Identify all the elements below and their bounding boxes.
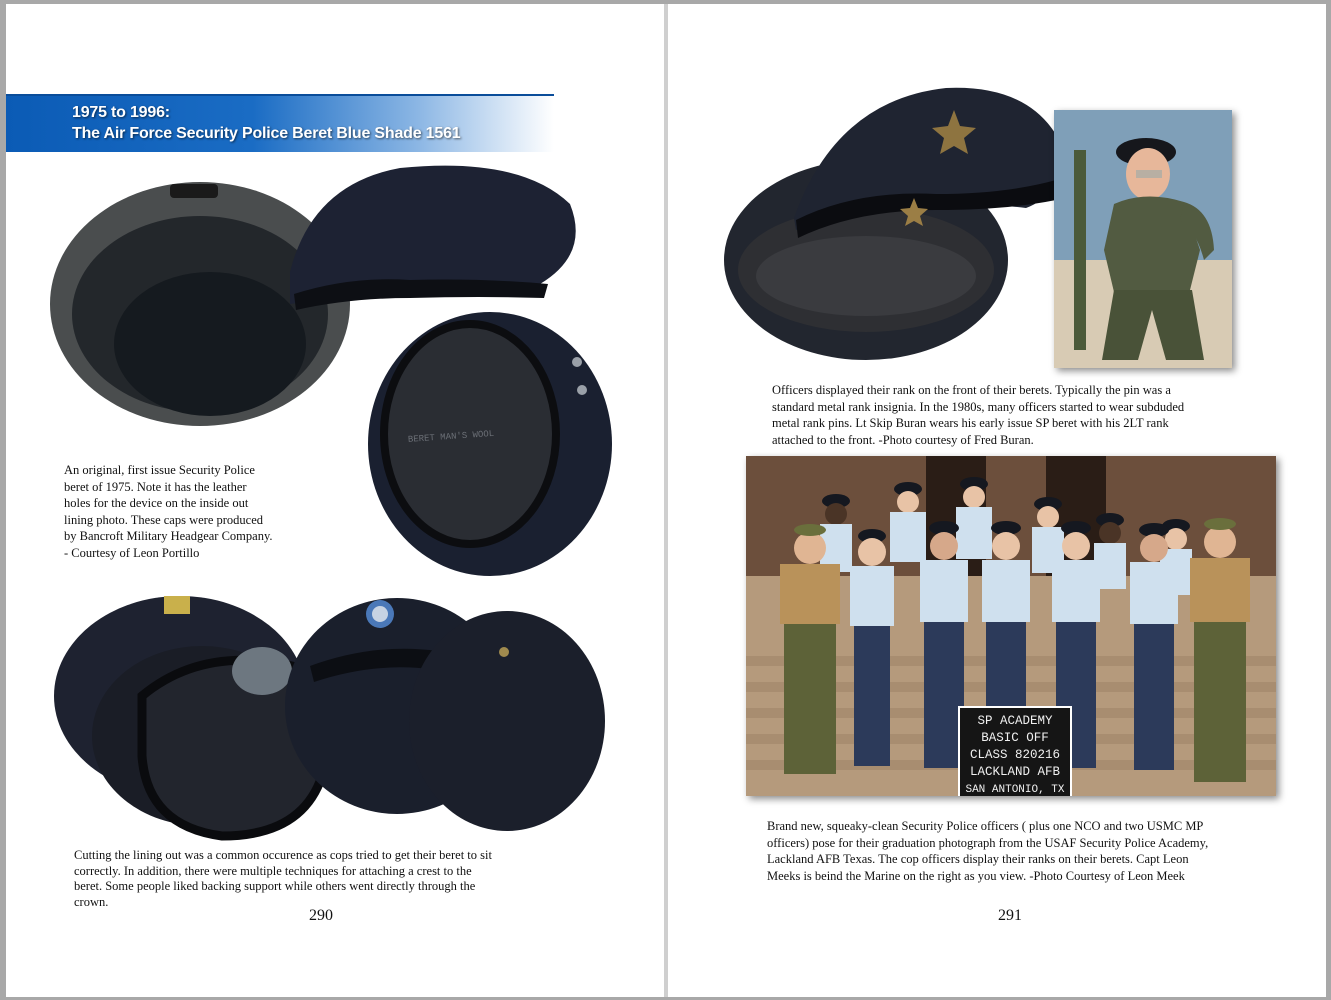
caption-line: by Bancroft Military Headgear Company.: [64, 529, 273, 543]
caption-line: attached to the front. -Photo courtesy of Fred Buran.: [772, 432, 1034, 447]
page-290: [6, 4, 664, 997]
caption-line: beret. Some people liked backing support while others went directly through the: [74, 879, 476, 893]
beret-photo-bottom: [52, 586, 612, 846]
caption-line: An original, first issue Security Police: [64, 463, 255, 477]
banner-line-2: The Air Force Security Police Beret Blue Shade 1561: [72, 125, 461, 142]
caption-line: lining photo. These caps were produced: [64, 512, 264, 527]
caption-line: Lackland AFB Texas. The cop officers display their ranks on their berets. Capt Leon: [767, 852, 1189, 866]
page-number-left: 290: [309, 907, 333, 924]
graduation-group-photo: [746, 456, 1276, 796]
caption-line: metal rank pins. Lt Skip Buran wears his early issue SP beret with his 2LT rank: [772, 416, 1169, 430]
caption-line: standard metal rank insignia. In the 1980s, many officers started to wear subduded: [772, 399, 1185, 414]
caption-line: Officers displayed their rank on the front of their berets. Typically the pin was a: [772, 383, 1171, 397]
caption-line: Meeks is beind the Marine on the right as you view. -Photo Courtesy of Leon Meek: [767, 868, 1185, 883]
caption-line: - Courtesy of Leon Portillo: [64, 545, 200, 560]
chapter-banner: [6, 94, 554, 152]
caption-officer-rank: [772, 382, 1252, 448]
caption-line: crown.: [74, 894, 109, 909]
sign-line: LACKLAND AFB: [969, 765, 1061, 779]
officer-beret-photo: [716, 70, 1066, 370]
caption-first-issue: [64, 462, 309, 561]
page-number-right: 291: [998, 907, 1022, 924]
sign-line: SAN ANTONIO, TX: [965, 784, 1065, 796]
caption-line: Brand new, squeaky-clean Security Police officers ( plus one NCO and two USMC MP: [767, 819, 1204, 833]
lt-buran-photo: [1054, 110, 1232, 368]
caption-line: holes for the device on the inside out: [64, 496, 249, 510]
banner-line-1: 1975 to 1996:: [72, 104, 170, 121]
caption-line: correctly. In addition, there were multiple techniques for attaching a crest to the: [74, 863, 472, 878]
beret-label-text: BERET MAN'S WOOL: [407, 428, 495, 445]
caption-line: officers) pose for their graduation photograph from the USAF Security Police Academy,: [767, 835, 1209, 850]
caption-graduation: [767, 818, 1287, 884]
caption-line: beret of 1975. Note it has the leather: [64, 479, 247, 494]
page-291: [668, 4, 1326, 997]
sign-line: CLASS 820216: [969, 748, 1061, 762]
caption-cutting-lining: [74, 848, 554, 910]
sign-line: BASIC OFF: [981, 731, 1049, 745]
sign-line: SP ACADEMY: [977, 714, 1053, 728]
caption-line: Cutting the lining out was a common occurence as cops tried to get their beret to sit: [74, 848, 492, 862]
